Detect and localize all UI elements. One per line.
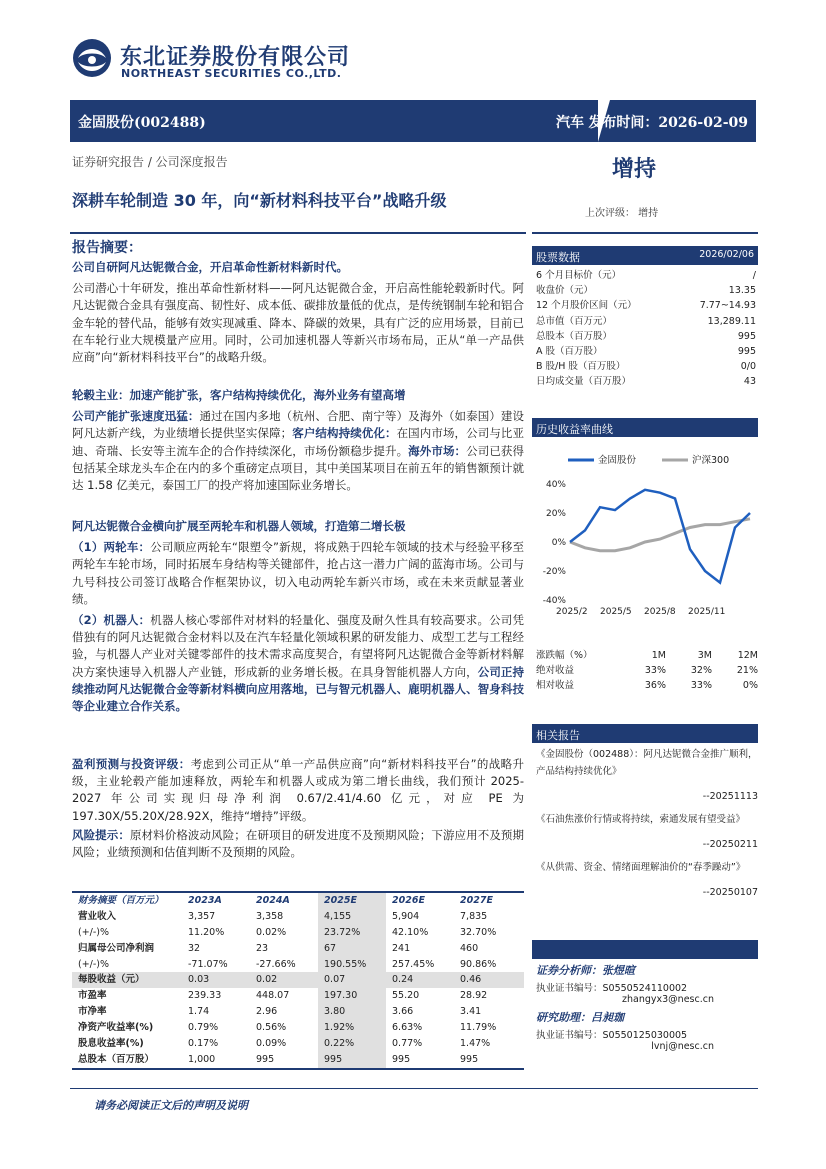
returns-cell: 32%: [690, 665, 712, 676]
analyst-email[interactable]: zhangyx3@nesc.cn: [622, 994, 714, 1005]
related-reports-list: [536, 746, 758, 907]
stock-name: 金固股份(002488): [78, 115, 206, 131]
footer-divider: [70, 1088, 758, 1089]
stock-data-value: 995: [737, 345, 756, 357]
table-cell: 1.74: [188, 1006, 210, 1018]
table-cell: 3,357: [188, 910, 216, 922]
table-cell: 241: [392, 942, 411, 954]
returns-table: [536, 648, 758, 693]
table-row: [72, 988, 524, 1004]
stock-data-row: [536, 298, 756, 313]
industry-label: 汽车: [556, 115, 584, 131]
stock-data-row: [536, 314, 756, 329]
breadcrumb: 证券研究报告 / 公司深度报告: [72, 155, 228, 169]
table-cell: 2.96: [256, 1006, 278, 1018]
table-cell: 归属母公司净利润: [78, 942, 155, 954]
x-tick-label: 2025/11: [688, 607, 726, 616]
table-cell: 448.07: [256, 990, 290, 1002]
summary-paragraph: （2）机器人：机器人核心零部件对材料的轻量化、强度及耐久性具有较高要求。公司凭借独有的阿凡达铌微合金材料以及在汽车轻量化领域积累的研发能力、成型工艺与工程经验，与机器人产业对关键零部件的技术需求高度契合，有望将阿凡达铌微合金等新材料解决方案快速导入机器人产业链，形成新的业务增长极。在具身智能机器人方向，公司正持续推动阿凡达铌微合金等新材料横向应用落地，已与智元机器人、鹿明机器人、智身科技等企业建立合作关系。: [72, 613, 525, 714]
returns-cell: 相对收益: [536, 680, 575, 691]
table-cell: 90.86%: [460, 958, 497, 970]
publish-date: 发布时间：2026-02-09: [588, 115, 748, 131]
summary-section-1: [72, 259, 524, 366]
table-row: [72, 1052, 524, 1068]
stock-data-label: A 股（百万股）: [536, 345, 603, 357]
table-cell: 995: [460, 1053, 479, 1065]
table-row: [72, 957, 524, 973]
table-cell: 3.41: [460, 1006, 482, 1018]
returns-cell: 33%: [690, 680, 712, 691]
summary-heading: 阿凡达铌微合金横向扩展至两轮车和机器人领域，打造第二增长极: [72, 519, 406, 533]
related-report-date: --20250211: [702, 839, 758, 850]
stock-data-label: 日均成交量（百万股）: [536, 376, 632, 388]
company-name-cn: 东北证券股份有限公司: [120, 45, 351, 70]
y-tick-label: 40%: [545, 480, 566, 490]
table-cell: 3.80: [318, 1004, 386, 1020]
table-cell: 995: [318, 1052, 386, 1068]
analyst-bar: [532, 940, 758, 959]
financial-summary-table: [72, 891, 524, 1070]
summary-paragraph: （1）两轮车：公司顺应两轮车“限塑令”新规，将成熟于四轮车领域的技术与经验平移至两轮车车轮市场，同时拓展车身结构等关键部件，抢占这一潜力广阔的蓝海市场。公司与九号科技公司签订战略合作框架协议，切入电动两轮车新兴市场，或在未来贡献显著业绩。: [72, 540, 524, 606]
returns-cell: 21%: [736, 665, 758, 676]
table-cell: 3.66: [392, 1006, 414, 1018]
table-row: [72, 941, 524, 957]
history-chart-title: 历史收益率曲线: [532, 418, 758, 437]
assistant-title: 研究助理：吕昶珈: [536, 1011, 624, 1024]
table-cell: 市盈率: [78, 990, 107, 1002]
legend: [568, 454, 729, 466]
stock-data-label: 总市值（百万元）: [536, 315, 613, 327]
related-reports-title: 相关报告: [532, 724, 758, 743]
stock-data-label: B 股/H 股（百万股）: [536, 361, 626, 373]
table-row: [72, 972, 524, 988]
stock-data-label: 收盘价（元）: [536, 285, 594, 297]
table-cell: 营业收入: [78, 910, 117, 922]
stock-data-value: 13,289.11: [707, 315, 756, 327]
summary-paragraph: 公司产能扩张速度迅猛：通过在国内多地（杭州、合肥、南宁等）及海外（如泰国）建设阿凡达新产线，为业绩增长提供坚实保障；客户结构持续优化：在国内市场，公司与比亚迪、奇瑞、长安等主流车企的合作持续深化，市场份额稳步提升。海外市场：公司已获得包括某全球龙头车企在内的多个重磅定点项目，其中美国某项目在前五年的销售额预计就达 1.58 亿美元，泰国工厂的投产将加速国际业务增长。: [72, 409, 525, 493]
returns-cell: 33%: [644, 665, 666, 676]
stock-data-row: [536, 283, 756, 298]
company-name-en: NORTHEAST SECURITIES CO.,LTD.: [121, 67, 342, 80]
assistant-email[interactable]: lvnj@nesc.cn: [651, 1041, 714, 1052]
returns-cell: 1M: [651, 650, 666, 661]
y-tick-label: 0%: [551, 538, 566, 548]
returns-cell: 涨跌幅（%）: [536, 650, 593, 661]
returns-cell: 36%: [644, 680, 666, 691]
returns-header: [536, 648, 758, 663]
stock-data-value: 13.35: [728, 285, 756, 297]
table-row: [72, 925, 524, 941]
assistant-cert: 执业证书编号：S0550125030005: [536, 1030, 688, 1041]
table-row: [72, 909, 524, 925]
table-cell: 1.92%: [318, 1020, 386, 1036]
table-cell: 净资产收益率(%): [78, 1022, 154, 1034]
table-cell: 市净率: [78, 1006, 107, 1018]
table-row: [72, 1036, 524, 1052]
table-header: 财务摘要（百万元） 2023A 2024A 2025E 2026E 2027E: [72, 893, 524, 909]
stock-data-title: 股票数据 2026/02/06: [532, 246, 758, 265]
stock-data-list: [536, 268, 756, 390]
table-cell: 0.22%: [318, 1036, 386, 1052]
company-logo: [72, 38, 112, 78]
related-report-link[interactable]: 《从供需、资金、情绪面理解油价的“春季躁动”》: [536, 862, 746, 873]
legend-label-index: 沪深300: [692, 455, 730, 466]
previous-rating: 上次评级： 增持: [585, 208, 659, 219]
analyst-title: 证券分析师：张煜暄: [536, 964, 635, 977]
stock-data-label: 总股本（百万股）: [536, 330, 613, 342]
summary-section-2: [72, 387, 524, 494]
table-cell: 0.09%: [256, 1038, 287, 1050]
summary-section-4: [72, 756, 524, 861]
footer-disclaimer[interactable]: 请务必阅读正文后的声明及说明: [94, 1099, 248, 1112]
table-cell: 28.92: [460, 990, 488, 1002]
stock-data-row: [536, 268, 756, 283]
stock-data-row: [536, 344, 756, 359]
summary-paragraph: 盈利预测与投资评级：考虑到公司正从“单一产品供应商”向“新材料科技平台”的战略升级，主业轮毂产能加速释放，两轮车和机器人或成为第二增长曲线，我们预计 2025-2027 年公司实现归母净利润 0.67/2.41/4.60 亿元，对应 PE 为 197.30X/55.20X/28.92X，维持“增持”评级。: [72, 757, 525, 823]
rating: 增持: [612, 157, 657, 182]
chart-axes: [543, 480, 726, 616]
table-cell: 总股本（百万股）: [78, 1053, 155, 1065]
series-line-stock: [570, 490, 750, 583]
stock-data-row: [536, 359, 756, 374]
table-cell: 257.45%: [392, 958, 435, 970]
summary-label: 报告摘要：: [72, 240, 142, 256]
table-cell: 460: [460, 942, 479, 954]
table-cell: 32.70%: [460, 926, 497, 938]
table-cell: 23.72%: [318, 925, 386, 941]
summary-paragraph: 公司潜心十年研发，推出革命性新材料——阿凡达铌微合金，开启高性能轮毂新时代。阿凡达铌微合金具有强度高、韧性好、成本低、碳排放量低的优点，是传统钢制车轮和铝合金车轮的替代品，能够有效实现减重、降本、降碳的效果，具有广泛的应用场景，目前已在车轮行业大规模量产应用。同时，公司加速机器人等新兴市场布局，正从“单一产品供应商”向“新材料科技平台”的战略升级。: [72, 281, 524, 365]
analyst-cert: 执业证书编号：S0550524110002: [536, 983, 688, 994]
series-line-index: [570, 519, 750, 551]
returns-cell: 绝对收益: [536, 665, 575, 676]
returns-cell: 12M: [737, 650, 758, 661]
returns-row: [536, 663, 758, 678]
table-cell: 0.46: [460, 974, 482, 986]
table-row: [72, 1020, 524, 1036]
related-report-link[interactable]: 《石油焦涨价行情或将持续，索通发展有望受益》: [536, 814, 746, 825]
summary-section-3: [72, 518, 524, 715]
returns-cell: 0%: [742, 680, 758, 691]
table-cell: 32: [188, 942, 201, 954]
table-cell: 995: [256, 1053, 275, 1065]
table-cell: 23: [256, 942, 269, 954]
table-cell: 995: [392, 1053, 411, 1065]
table-cell: 股息收益率(%): [78, 1038, 144, 1050]
table-cell: -71.07%: [188, 958, 228, 970]
stock-data-value: /: [752, 270, 756, 281]
y-tick-label: 20%: [545, 509, 566, 519]
x-tick-label: 2025/8: [644, 607, 676, 616]
table-cell: 5,904: [392, 910, 420, 922]
divider: [70, 232, 526, 234]
y-tick-label: -40%: [542, 596, 566, 606]
table-cell: 0.56%: [256, 1022, 287, 1034]
table-cell: 每股收益（元）: [78, 974, 145, 986]
table-cell: 0.02%: [256, 926, 287, 938]
table-cell: 0.07: [318, 972, 386, 988]
table-cell: 6.63%: [392, 1022, 423, 1034]
legend-label-stock: 金固股份: [598, 455, 637, 466]
stock-data-value: 0/0: [740, 361, 756, 373]
table-cell: 67: [318, 941, 386, 957]
summary-heading: 轮毂主业：加速产能扩张，客户结构持续优化，海外业务有望高增: [72, 388, 406, 402]
table-cell: 42.10%: [392, 926, 429, 938]
stock-data-label: 12 个月股价区间（元）: [536, 300, 637, 312]
divider: [532, 232, 758, 234]
table-cell: 0.02: [256, 974, 278, 986]
table-cell: 197.30: [318, 988, 386, 1004]
table-cell: 239.33: [188, 990, 222, 1002]
stock-data-row: [536, 374, 756, 389]
table-cell: -27.66%: [256, 958, 296, 970]
table-cell: 1,000: [188, 1053, 216, 1065]
related-report-date: --20251113: [702, 791, 758, 802]
stock-data-value: 7.77~14.93: [699, 300, 756, 312]
returns-row: [536, 678, 758, 693]
chart-lines: [570, 490, 750, 583]
stock-data-value: 995: [737, 330, 756, 342]
stock-data-row: [536, 329, 756, 344]
report-title: 深耕车轮制造 30 年，向“新材料科技平台”战略升级: [72, 191, 447, 210]
stock-data-label: 6 个月目标价（元）: [536, 270, 622, 281]
stock-data-date: 2026/02/06: [699, 249, 754, 260]
table-cell: 7,835: [460, 910, 488, 922]
table-cell: 55.20: [392, 990, 420, 1002]
table-cell: 11.79%: [460, 1022, 497, 1034]
table-cell: 4,155: [318, 909, 386, 925]
table-cell: 1.47%: [460, 1038, 491, 1050]
summary-heading: 公司自研阿凡达铌微合金，开启革命性新材料新时代。: [72, 260, 348, 274]
x-tick-label: 2025/2: [556, 607, 588, 616]
table-cell: 11.20%: [188, 926, 225, 938]
table-cell: 0.03: [188, 974, 210, 986]
history-return-chart: [532, 440, 758, 616]
table-cell: 3,358: [256, 910, 284, 922]
table-row: [72, 1004, 524, 1020]
x-tick-label: 2025/5: [600, 607, 632, 616]
y-tick-label: -20%: [542, 567, 566, 577]
returns-cell: 3M: [697, 650, 712, 661]
table-cell: 0.17%: [188, 1038, 219, 1050]
table-cell: 0.79%: [188, 1022, 219, 1034]
table-cell: 190.55%: [318, 957, 386, 973]
table-cell: (+/-)%: [78, 926, 110, 938]
summary-paragraph: 风险提示：原材料价格波动风险；在研项目的研发进度不及预期风险；下游应用不及预期风险；业绩预测和估值判断不及预期的风险。: [72, 827, 525, 860]
table-cell: (+/-)%: [78, 958, 110, 970]
table-body: [72, 909, 524, 1068]
stock-data-value: 43: [743, 376, 756, 388]
header-bar: [70, 100, 756, 142]
analysts: [536, 962, 758, 1052]
related-report-link[interactable]: 《金固股份（002488）：阿凡达铌微合金推广顺利，产品结构持续优化》: [536, 749, 758, 777]
related-report-date: --20250107: [702, 887, 758, 898]
table-cell: 0.77%: [392, 1038, 423, 1050]
table-cell: 0.24: [392, 974, 414, 986]
